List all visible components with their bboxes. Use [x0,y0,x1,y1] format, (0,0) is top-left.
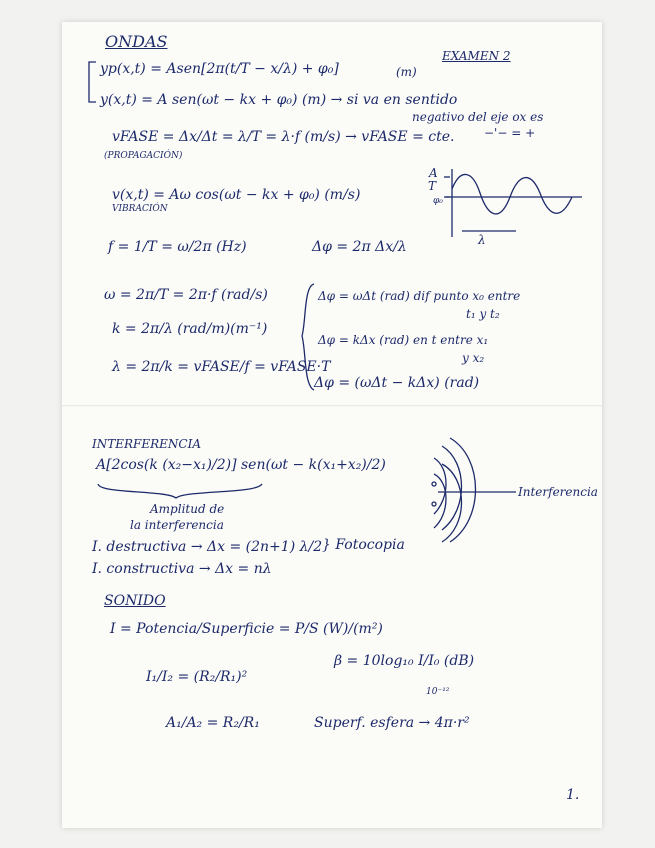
phase-difference-equation: Δφ = 2π Δx/λ [312,239,407,255]
sphere-surface-equation: Superf. esfera → 4π·r² [314,715,470,731]
wave-equation-1-unit: (m) [396,65,417,79]
amplitude-ratio-equation: A₁/A₂ = R₂/R₁ [166,715,260,731]
interference-label: Interferencia [518,485,598,499]
section-title-ondas: ONDAS [105,32,168,51]
section-title-sound: SONIDO [104,593,166,609]
intensity-equation: I = Potencia/Superficie = P/S (W)/(m²) [110,621,383,637]
decibel-equation: β = 10log₁₀ I/I₀ (dB) [334,653,475,669]
phase-difference-space-range: y x₂ [462,351,485,365]
left-bracket-icon [86,60,98,106]
phase-velocity-equation: vFASE = Δx/Δt = λ/T = λ·f (m/s) → vFASE = cte. [112,129,455,145]
interference-equation: A[2cos(k (x₂−x₁)/2)] sen(ωt − k(x₁+x₂)/2) [96,457,386,473]
phase-difference-space: Δφ = kΔx (rad) en t entre x₁ [318,333,489,347]
page-fold [62,405,602,407]
graph-phi-label: φ₀ [433,196,443,206]
angular-frequency-equation: ω = 2π/T = 2π·f (rad/s) [104,287,268,303]
section-title-interference: INTERFERENCIA [92,437,202,451]
amplitude-brace-icon [96,482,266,500]
frequency-equation: f = 1/T = ω/2π (Hz) [108,239,247,255]
vibration-velocity-equation: v(x,t) = Aω cos(ωt − kx + φ₀) (m/s) [112,187,361,203]
graph-lambda-label: λ [478,233,486,247]
photocopy-note: } Fotocopia [322,537,405,553]
phase-difference-time-range: t₁ y t₂ [466,307,500,321]
amplitude-label-line2: la interferencia [130,518,224,532]
wavelength-equation: λ = 2π/k = vFASE/f = vFASE·T [112,359,331,375]
amplitude-label-line1: Amplitud de [150,502,225,516]
phase-difference-total: Δφ = (ωΔt − kΔx) (rad) [314,375,480,391]
interference-diagram [420,438,520,548]
destructive-interference: I. destructiva → Δx = (2n+1) λ/2 [92,539,323,555]
propagation-label: (PROPAGACIÓN) [104,151,183,161]
wave-equation-2: y(x,t) = A sen(ωt − kx + φ₀) (m) → si va en sentido [100,92,458,108]
graph-amplitude-label: A [429,166,438,180]
reference-intensity: 10⁻¹² [426,687,450,697]
page-number: 1. [566,787,580,803]
vibration-label: VIBRACIÓN [112,204,168,214]
wave-equation-1: yp(x,t) = Asen[2π(t/T − x/λ) + φ₀] [100,61,339,77]
constructive-interference: I. constructiva → Δx = nλ [92,561,272,577]
intensity-ratio-equation: I₁/I₂ = (R₂/R₁)² [146,669,248,685]
exam-title: EXAMEN 2 [442,49,511,63]
graph-t-label: T [428,179,437,193]
wave-number-equation: k = 2π/λ (rad/m)(m⁻¹) [112,321,268,337]
phase-difference-time: Δφ = ωΔt (rad) dif punto x₀ entre [318,289,521,303]
wave-equation-2-note: negativo del eje ox es [412,110,544,124]
sign-note: −'− = + [484,126,536,140]
